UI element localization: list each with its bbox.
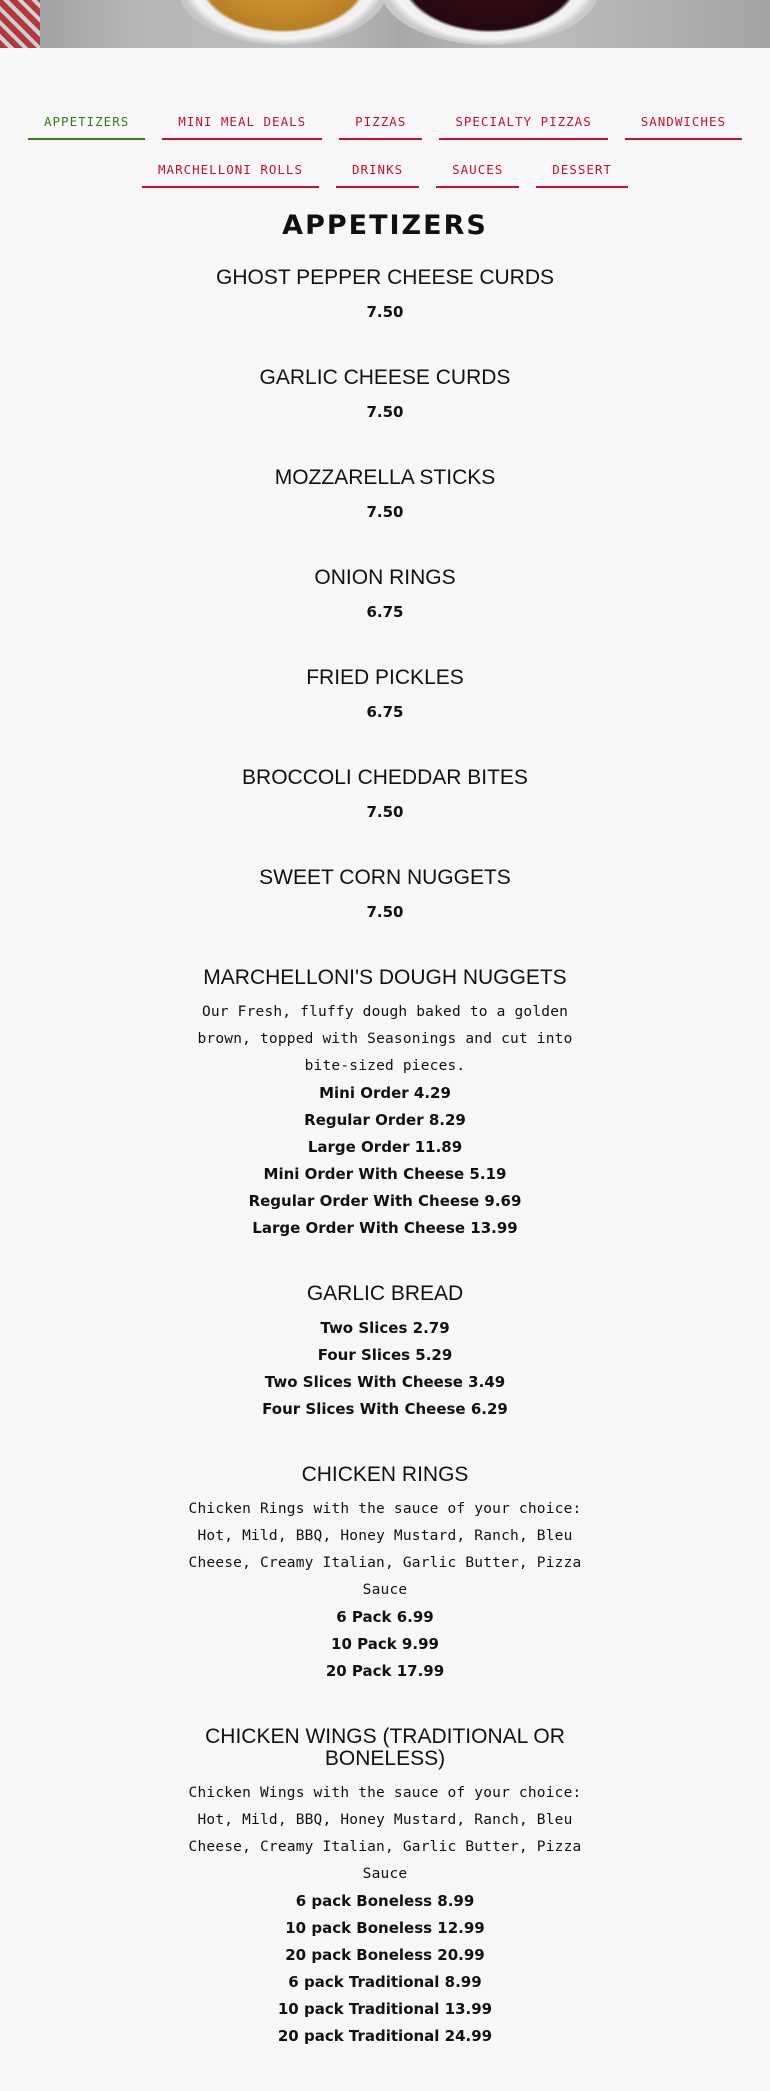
menu-item-description: Our Fresh, fluffy dough baked to a golden brown, topped with Seasonings and cut into bite-sized pieces. (197, 1004, 573, 1074)
menu-item-price: Four Slices 5.29 (317, 1346, 453, 1364)
menu-item-price: Two Slices With Cheese 3.49 (264, 1373, 506, 1391)
tab-sandwiches[interactable]: SANDWICHES (625, 114, 742, 140)
menu-item-name: SWEET CORN NUGGETS (259, 866, 511, 889)
section-title: APPETIZERS (282, 210, 488, 241)
menu-item (175, 667, 595, 726)
menu-item-description: Chicken Rings with the sauce of your choice: Hot, Mild, BBQ, Honey Mustard, Ranch, Bleu Cheese, Creamy Italian, Garlic Butter, Pizza Sauce (188, 1501, 582, 1598)
menu-item-price: Regular Order With Cheese 9.69 (248, 1192, 522, 1210)
menu-item-name: MARCHELLONI'S DOUGH NUGGETS (203, 966, 567, 989)
menu-item-list (0, 267, 770, 2050)
tab-appetizers[interactable]: APPETIZERS (28, 114, 145, 140)
menu-item-price: 20 pack Traditional 24.99 (277, 2027, 493, 2045)
menu-item-price: 6 Pack 6.99 (336, 1608, 434, 1626)
hero-towel (0, 0, 40, 48)
menu-item-price: 20 pack Boneless 20.99 (285, 1946, 485, 1964)
menu-item-price: 7.50 (366, 303, 404, 321)
menu-item (175, 467, 595, 526)
menu-page (0, 48, 770, 2091)
menu-item-price: 10 Pack 9.99 (331, 1635, 439, 1653)
menu-item-name: ONION RINGS (314, 566, 456, 589)
menu-category-tabs (0, 114, 770, 188)
menu-item (175, 267, 595, 326)
menu-item (175, 767, 595, 826)
menu-item-name: CHICKEN RINGS (301, 1463, 469, 1486)
menu-item-price: 6 pack Boneless 8.99 (295, 1892, 475, 1910)
menu-item (175, 967, 595, 1242)
menu-item-name: BROCCOLI CHEDDAR BITES (242, 766, 528, 789)
menu-item (175, 367, 595, 426)
tab-specialty-pizzas[interactable]: SPECIALTY PIZZAS (439, 114, 607, 140)
menu-item-price: 20 Pack 17.99 (325, 1662, 445, 1680)
menu-item-price: Large Order With Cheese 13.99 (252, 1219, 518, 1237)
menu-item-price: Large Order 11.89 (307, 1138, 463, 1156)
tab-row-2 (0, 162, 770, 188)
menu-item (175, 867, 595, 926)
menu-item-name: GARLIC CHEESE CURDS (259, 366, 511, 389)
tab-drinks[interactable]: DRINKS (336, 162, 419, 188)
tab-mini-meal-deals[interactable]: MINI MEAL DEALS (162, 114, 322, 140)
menu-item-price: 7.50 (366, 903, 404, 921)
menu-item (175, 1726, 595, 2050)
menu-item-name: FRIED PICKLES (306, 666, 464, 689)
menu-item (175, 567, 595, 626)
menu-item-name: GARLIC BREAD (306, 1282, 464, 1305)
menu-item-price: Two Slices 2.79 (320, 1319, 450, 1337)
menu-item-price: 7.50 (366, 803, 404, 821)
menu-item-price: 6.75 (366, 703, 404, 721)
menu-item (175, 1464, 595, 1685)
menu-item-name: GHOST PEPPER CHEESE CURDS (215, 266, 555, 289)
menu-item-price: 6 pack Traditional 8.99 (288, 1973, 482, 1991)
hero-image (0, 0, 770, 48)
tab-row-1 (0, 114, 770, 140)
menu-item-price: 7.50 (366, 503, 404, 521)
menu-item-price: Mini Order 4.29 (319, 1084, 451, 1102)
tab-marchelloni-rolls[interactable]: MARCHELLONI ROLLS (142, 162, 319, 188)
menu-item-name: MOZZARELLA STICKS (274, 466, 496, 489)
menu-item-description: Chicken Wings with the sauce of your choice: Hot, Mild, BBQ, Honey Mustard, Ranch, Bleu Cheese, Creamy Italian, Garlic Butter, Pizza Sauce (188, 1785, 582, 1882)
tab-dessert[interactable]: DESSERT (536, 162, 628, 188)
menu-item-price: 7.50 (366, 403, 404, 421)
hero-bowl-right (380, 0, 600, 45)
menu-item-price: 10 pack Traditional 13.99 (277, 2000, 493, 2018)
menu-item (175, 1283, 595, 1423)
menu-item-price: Mini Order With Cheese 5.19 (263, 1165, 507, 1183)
menu-item-price: 10 pack Boneless 12.99 (285, 1919, 485, 1937)
tab-sauces[interactable]: SAUCES (436, 162, 519, 188)
hero-bowl-left (178, 0, 388, 45)
menu-item-price: Regular Order 8.29 (304, 1111, 466, 1129)
menu-item-name: CHICKEN WINGS (TRADITIONAL OR BONELESS) (205, 1725, 565, 1770)
menu-item-price: Four Slices With Cheese 6.29 (262, 1400, 508, 1418)
tab-pizzas[interactable]: PIZZAS (339, 114, 422, 140)
menu-item-price: 6.75 (366, 603, 404, 621)
